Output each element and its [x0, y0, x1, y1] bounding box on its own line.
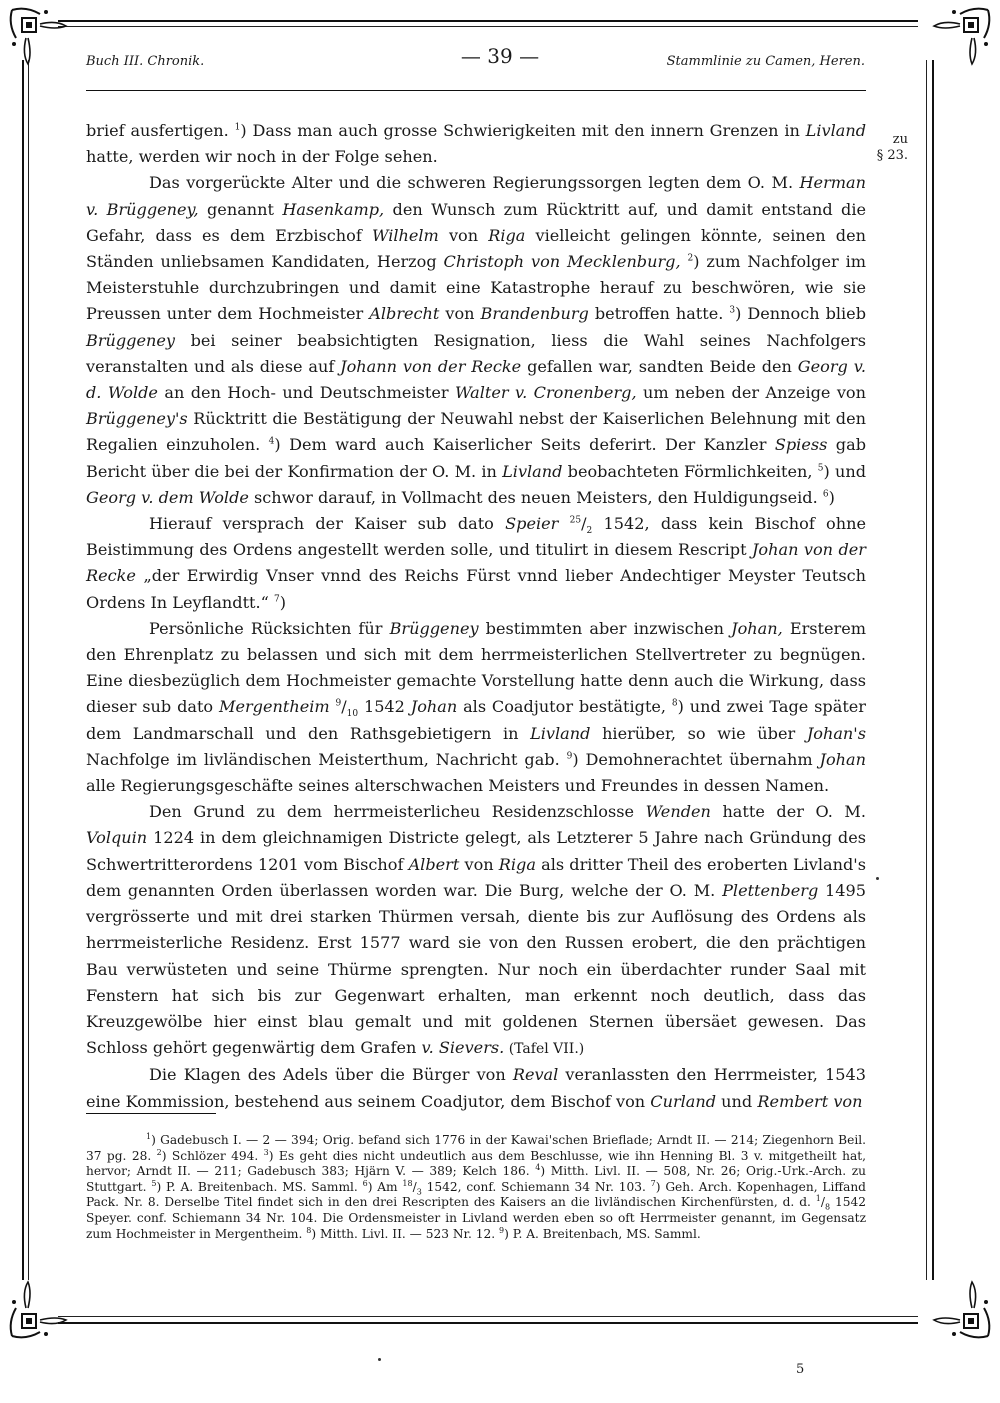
footnote-text: 1542, conf. Schiemann 34 Nr. 103. — [421, 1179, 651, 1194]
text-run: 1542, dass kein Bischof ohne Beistimmung des Ordens angestellt werden solle, und titulirt in diesem Rescript — [86, 514, 867, 560]
footnote-rule — [86, 1113, 216, 1114]
paragraph-5 — [86, 799, 866, 1062]
footnote-mark: 3 — [263, 1147, 269, 1157]
text-run: ) und zwei Tage später dem Landmarschall und den Rathsgebietigern in — [86, 697, 867, 743]
text-run: vielleicht gelingen könnte, seinen den Ständen unliebsamen Kandidaten, Herzog — [86, 225, 866, 272]
text-run: von — [439, 304, 481, 324]
italic-name: Wilhelm — [371, 225, 439, 245]
italic-name: Plettenberg — [722, 880, 819, 900]
italic-name: Rembert von — [757, 1091, 863, 1111]
date-slash: / — [412, 1179, 417, 1194]
footnote-mark: 1 — [146, 1131, 152, 1141]
italic-name: Johan von der Recke — [86, 540, 866, 586]
italic-name: Albert — [408, 854, 460, 874]
text-run: ) Dass man auch grosse Schwierigkeiten mit den innern Grenzen in — [240, 121, 806, 140]
footnote-text: ) Mitth. Livl. II. — 523 Nr. 12. — [311, 1226, 499, 1241]
date-day: 25 — [569, 515, 582, 526]
text-run: als Coadjutor bestätigte, — [457, 697, 672, 717]
italic-name: Johan, — [731, 618, 783, 638]
italic-name: Georg v. dem Wolde — [86, 487, 249, 507]
text-run: alle Regierungsgeschäfte seines alterschwachen Meisters und Freundes in dessen Namen. — [86, 776, 830, 796]
body-text — [86, 118, 866, 1115]
text-run: genannt — [198, 199, 283, 219]
footnote-text: ) P. A. Breitenbach, MS. Samml. — [504, 1226, 701, 1241]
italic-name: Volquin — [86, 828, 148, 848]
signature-mark: 5 — [796, 1362, 805, 1377]
text-run: bei seiner beabsichtigten Resignation, liess die Wahl seines Nachfolgers veranstalten und als diese auf — [86, 330, 866, 376]
text-run: beobachteten Förmlichkeiten, — [562, 461, 818, 481]
footnote-ref: 6 — [822, 489, 829, 500]
italic-name: Riga — [498, 854, 536, 874]
italic-name: Mergentheim — [218, 697, 330, 717]
text-run: ) Dem ward auch Kaiserlicher Seits deferirt. Der Kanzler — [274, 435, 775, 455]
italic-name: Georg v. d. Wolde — [86, 356, 867, 403]
footnote-ref: 2 — [687, 253, 694, 264]
italic-name: Riga — [488, 225, 526, 245]
footnote-text: ) Geh. Arch. Kopenhagen, Liffand Pack. Nr. 8. Derselbe Titel findet sich in den drei Rescripten des Kaisers an die livländischen Kirchenfürsten, d. d. — [86, 1179, 866, 1210]
text-run: gefallen war, sandten Beide den — [521, 356, 798, 376]
italic-name: Curland — [650, 1091, 717, 1111]
footnote-ref: 1 — [234, 122, 241, 133]
running-head-left: Buch III. Chronik. — [86, 54, 205, 69]
page-number: — 39 — — [460, 44, 540, 68]
footnote-text: ) Schlözer 494. — [161, 1148, 264, 1163]
text-run: den Wunsch zum Rücktritt auf, und damit entstand die Gefahr, dass es dem Erzbischof — [86, 199, 867, 245]
text-run: Rücktritt die Bestätigung der Neuwahl nebst der Kaiserlichen Belehnung mit den Regalien einzuholen. — [86, 409, 866, 455]
text-run: Hierauf versprach der Kaiser sub dato — [149, 514, 506, 534]
italic-name: Livland — [502, 461, 563, 481]
footnote-mark: 9 — [499, 1225, 505, 1235]
italic-name: Livland — [805, 121, 867, 140]
text-run: Nachfolge im livländischen Meisterthum, Nachricht gab. — [86, 749, 567, 769]
margin-note — [868, 132, 908, 164]
text-run: (Tafel VII.) — [504, 1041, 585, 1058]
text-run: ) — [279, 592, 287, 612]
text-run: veranlassten den Herrmeister, 1543 eine Kommission, bestehend aus seinem Coadjutor, dem Bischof von — [86, 1065, 866, 1111]
margin-note-section: § 23. — [876, 148, 908, 163]
footnote-mark: 6 — [362, 1178, 368, 1188]
corner-ornament-bottom-right — [914, 1262, 994, 1342]
text-run: schwor darauf, in Vollmacht des neuen Meisters, den Huldigungseid. — [248, 487, 823, 507]
italic-name: Johann von der Recke — [340, 356, 522, 376]
date-month: 2 — [586, 526, 593, 537]
text-run: „der Erwirdig Vnser vnnd des Reichs Fürst vnnd lieber Andechtiger Meyster Teutsch Ordens In Leyflandtt.“ — [86, 566, 866, 612]
date-day: 18 — [402, 1178, 413, 1188]
text-run: Die Klagen des Adels über die Bürger von — [149, 1065, 513, 1085]
footnote-mark: 5 — [151, 1178, 157, 1188]
footnote-text: ) Es geht dies nicht undeutlich aus dem Beschlusse, wie ihn Henning Bl. 3 v. mitgetheilt hat, hervor; Arndt II. — 211; Gadebusch 383; Hjärn V. — 389; Kelch 186. — [86, 1148, 866, 1179]
italic-name: v. Sievers. — [421, 1038, 505, 1058]
footnote-ref: 3 — [729, 306, 736, 317]
text-run: Den Grund zu dem herrmeisterlicheu Residenzschlosse — [149, 802, 646, 822]
italic-name: Brüggeney — [389, 618, 479, 638]
date-slash: / — [820, 1195, 825, 1210]
text-run: an den Hoch- und Deutschmeister — [157, 383, 455, 403]
italic-name: Johan — [410, 697, 458, 717]
text-run: von — [438, 225, 489, 245]
footnote-text: ) Mitth. Livl. II. — 508, Nr. 26; Orig.-Urk.-Arch. zu Stuttgart. — [86, 1164, 866, 1194]
footnote-text: ) Gadebusch I. — 2 — 394; Orig. befand sich 1776 in der Kawai'schen Brieflade; Arndt II. — 214; Ziegenhorn Beil. 37 pg. 28. — [86, 1133, 866, 1163]
margin-note-line: zu — [892, 132, 908, 147]
text-run: ) Dennoch blieb — [735, 304, 866, 324]
text-run: 1495 vergrösserte und mit drei starken Thürmen versah, diente bis zur Auflösung des Ordens als herrmeisterliche Residenz. Erst 1577 ward sie von den Russen erobert, die den prächtigen Bau verwüsteten und seine Thürme sprengten. Nur noch ein überdachter runder Saal mit Fenstern hat sich bis zur Gegenwart erhalten, man erkennt noch deutlich, dass das Kreuzgewölbe hier einst blau gemalt und mit goldenen Sternen übersäet gewesen. Das Schloss gehört gegenwärtig dem Grafen — [86, 880, 867, 1058]
italic-name: Brüggeney's — [86, 409, 188, 429]
footnote-ref: 9 — [566, 751, 573, 762]
italic-name: Johan — [819, 749, 866, 769]
date-month: 10 — [346, 709, 359, 720]
date-month: 8 — [824, 1202, 831, 1212]
text-run: 1542 — [358, 697, 411, 717]
italic-name: Johan's — [806, 723, 866, 743]
footnote-ref: 7 — [274, 594, 280, 605]
paragraph-6 — [86, 1062, 866, 1114]
footnote-mark: 2 — [156, 1147, 162, 1157]
italic-name: Reval — [512, 1065, 559, 1085]
paragraph-3 — [86, 511, 866, 616]
date-day: 9 — [335, 699, 342, 710]
footnote-mark: 8 — [306, 1225, 312, 1235]
italic-name: Albrecht — [369, 304, 440, 324]
text-run: ) Demohnerachtet übernahm — [572, 749, 820, 769]
text-run: als dritter Theil des eroberten Livland's dem genannten Orden überlassen worden war. Die Burg, welche der O. M. — [86, 854, 866, 900]
corner-ornament-bottom-left — [6, 1262, 86, 1342]
text-run: bestimmten aber inzwischen — [478, 618, 732, 638]
footnote-mark: 7 — [650, 1178, 656, 1188]
text-run: Persönliche Rücksichten für — [149, 618, 390, 638]
text-run: 1224 in dem gleichnamigen Districte gelegt, als Letzterer 5 Jahre nach Gründung des Schwertritterordens 1201 vom Bischof — [86, 828, 866, 874]
running-head-right: Stammlinie zu Camen, Heren. — [666, 54, 865, 69]
header-rule — [86, 90, 866, 91]
italic-name: Walter v. Cronenberg, — [454, 383, 637, 403]
text-run: um neben der Anzeige von — [636, 383, 866, 403]
italic-name: Brandenburg — [480, 304, 589, 324]
paragraph-2 — [86, 170, 866, 511]
footnote-ref: 8 — [671, 699, 678, 710]
paragraph-1 — [86, 118, 866, 170]
text-run: ) und — [823, 461, 866, 481]
footnote-text: 1542 Speyer. conf. Schiemann 34 Nr. 104. Die Ordensmeister in Livland werden eben so oft Herrmeister genannt, im Gegensatz zum Hochmeister in Mergentheim. — [86, 1195, 866, 1241]
date-slash: / — [581, 514, 587, 534]
italic-name: Livland — [530, 723, 591, 743]
italic-name: Spiess — [774, 435, 828, 455]
italic-name: Hasenkamp, — [282, 199, 385, 219]
footnote-ref: 5 — [817, 463, 824, 474]
text-run: gab Bericht über die bei der Konfirmation der O. M. in — [86, 435, 867, 481]
footnote-mark: 4 — [535, 1163, 541, 1173]
text-run: hierüber, so wie über — [590, 723, 807, 743]
text-run: betroffen hatte. — [588, 304, 730, 324]
paragraph-4 — [86, 616, 866, 799]
italic-name: Brüggeney — [86, 330, 175, 350]
date-month: 3 — [416, 1187, 422, 1197]
print-speck — [378, 1358, 381, 1361]
italic-name: Herman v. Brüggeney, — [86, 173, 866, 219]
text-run: ) zum Nachfolger im Meisterstuhle durchzubringen und damit eine Katastrophe herauf zu beschwören, wie sie Preussen unter dem Hochmeister — [86, 252, 866, 324]
date-slash: / — [341, 697, 347, 717]
text-run: ) — [828, 487, 835, 507]
footnote-text: ) P. A. Breitenbach. MS. Samml. — [156, 1179, 363, 1194]
footnote-ref: 4 — [268, 437, 275, 448]
italic-name: Wenden — [645, 802, 711, 822]
footnote-text: ) Am — [367, 1179, 403, 1194]
text-run: von — [459, 854, 499, 874]
text-run: hatte, werden wir noch in der Folge sehen. — [86, 147, 438, 167]
text-run: Ersterem den Ehrenplatz zu belassen und sich mit dem herrmeisterlichen Stellvertreter zu begnügen. Eine diesbezüglich dem Hochmeister gemachte Vorstellung hatte denn auch die Wirkung, dass dieser sub dato — [86, 618, 866, 717]
text-run: hatte der O. M. — [710, 802, 866, 822]
text-run — [558, 514, 569, 533]
text-run: Das vorgerückte Alter und die schweren Regierungssorgen legten dem O. M. — [149, 173, 800, 193]
text-run: und — [716, 1091, 758, 1111]
print-speck — [876, 877, 879, 880]
italic-name: Speier — [505, 514, 559, 534]
date-day: 1 — [815, 1194, 821, 1204]
text-run: brief ausfertigen. — [86, 121, 235, 140]
italic-name: Christoph von Mecklenburg, — [443, 252, 681, 272]
footnotes — [86, 1133, 866, 1242]
